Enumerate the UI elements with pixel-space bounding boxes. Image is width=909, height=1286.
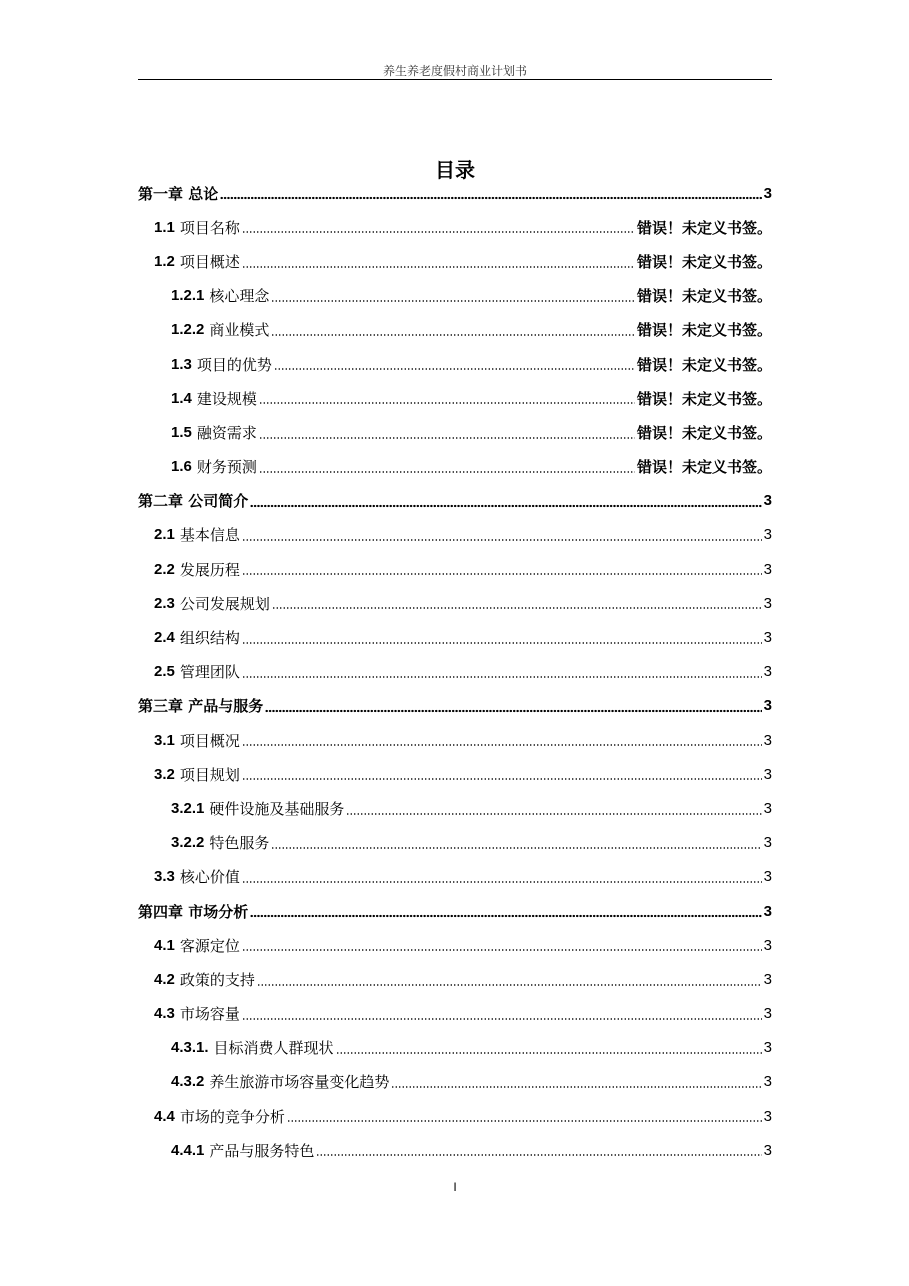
toc-entry-number: 3.2 — [154, 765, 175, 783]
toc-entry-label: 项目名称 — [179, 218, 240, 237]
toc-leader-dots — [287, 1119, 762, 1123]
toc-entry-label: 养生旅游市场容量变化趋势 — [209, 1073, 390, 1092]
toc-leader-dots — [265, 709, 761, 713]
toc-entry-number: 3.3 — [154, 868, 175, 886]
toc-entry-label: 商业模式 — [209, 321, 270, 340]
toc-entry-page: 错误！未定义书签。 — [636, 321, 772, 340]
toc-entry-page: 3 — [763, 731, 772, 749]
toc-entry-number: 1.6 — [171, 458, 192, 476]
toc-leader-dots — [346, 812, 761, 816]
toc-entry-label: 硬件设施及基础服务 — [209, 799, 345, 818]
toc-entry[interactable] — [138, 586, 772, 620]
toc-title: 目录 — [435, 158, 475, 182]
toc-entry-label: 第三章 产品与服务 — [138, 697, 264, 716]
toc-leader-dots — [316, 1153, 761, 1157]
toc-entry[interactable] — [138, 381, 772, 415]
toc-entry-page: 3 — [763, 936, 772, 954]
toc-entry-label: 管理团队 — [179, 663, 240, 682]
toc-entry[interactable] — [138, 484, 772, 518]
toc-entry-label: 客源定位 — [179, 936, 240, 955]
table-of-contents — [138, 176, 772, 1167]
toc-leader-dots — [271, 846, 761, 850]
toc-entry-label: 项目的优势 — [196, 355, 272, 374]
toc-entry-number: 1.3 — [171, 355, 192, 373]
toc-entry-label: 第二章 公司简介 — [138, 492, 249, 511]
header-divider — [138, 79, 772, 80]
toc-entry-label: 第四章 市场分析 — [138, 902, 249, 921]
toc-leader-dots — [242, 880, 762, 884]
toc-entry-label: 建设规模 — [196, 389, 257, 408]
toc-entry-label: 政策的支持 — [179, 970, 255, 989]
toc-leader-dots — [272, 606, 762, 610]
toc-entry-label: 基本信息 — [179, 526, 240, 545]
toc-entry[interactable] — [138, 997, 772, 1031]
toc-leader-dots — [259, 436, 635, 440]
toc-entry-number: 1.2.2 — [171, 321, 205, 339]
toc-entry-label: 市场容量 — [179, 1005, 240, 1024]
toc-leader-dots — [242, 265, 635, 269]
toc-entry-number: 2.2 — [154, 560, 175, 578]
toc-entry-number: 4.2 — [154, 970, 175, 988]
toc-entry-page: 3 — [763, 834, 772, 852]
toc-entry-number: 4.4 — [154, 1107, 175, 1125]
toc-leader-dots — [259, 470, 635, 474]
toc-entry-label: 项目概述 — [179, 252, 240, 271]
toc-entry-number: 4.3.2 — [171, 1073, 205, 1091]
toc-entry-page: 3 — [763, 902, 772, 920]
toc-entry-page: 3 — [763, 663, 772, 681]
toc-leader-dots — [336, 1051, 762, 1055]
toc-entry-number: 4.1 — [154, 936, 175, 954]
toc-entry[interactable] — [138, 791, 772, 825]
toc-leader-dots — [259, 401, 635, 405]
toc-entry-number: 1.2.1 — [171, 287, 205, 305]
toc-entry[interactable] — [138, 1065, 772, 1099]
toc-entry-page: 3 — [763, 1039, 772, 1057]
toc-entry-number: 2.1 — [154, 526, 175, 544]
toc-leader-dots — [242, 230, 635, 234]
toc-entry-number: 2.5 — [154, 663, 175, 681]
toc-entry-page: 3 — [763, 560, 772, 578]
toc-entry-number: 1.5 — [171, 423, 192, 441]
toc-entry-number: 4.4.1 — [171, 1141, 205, 1159]
page-number: I — [453, 1180, 457, 1194]
toc-entry[interactable] — [138, 757, 772, 791]
toc-entry-page: 错误！未定义书签。 — [636, 389, 772, 408]
toc-entry-page: 3 — [763, 868, 772, 886]
toc-entry-number: 4.3 — [154, 1005, 175, 1023]
toc-entry-label: 核心价值 — [179, 868, 240, 887]
toc-entry[interactable] — [138, 210, 772, 244]
toc-leader-dots — [242, 777, 762, 781]
toc-entry[interactable] — [138, 723, 772, 757]
toc-entry[interactable] — [138, 928, 772, 962]
toc-leader-dots — [242, 641, 762, 645]
toc-leader-dots — [242, 572, 762, 576]
toc-entry-label: 财务预测 — [196, 458, 257, 477]
toc-entry[interactable] — [138, 176, 772, 210]
toc-entry-page: 3 — [763, 526, 772, 544]
toc-entry-label: 融资需求 — [196, 423, 257, 442]
toc-entry-number: 1.2 — [154, 252, 175, 270]
toc-entry-page: 3 — [763, 629, 772, 647]
toc-entry[interactable] — [138, 1031, 772, 1065]
toc-entry[interactable] — [138, 450, 772, 484]
toc-leader-dots — [242, 743, 762, 747]
toc-entry-number: 2.4 — [154, 629, 175, 647]
toc-leader-dots — [242, 538, 762, 542]
toc-leader-dots — [271, 299, 635, 303]
toc-leader-dots — [257, 983, 762, 987]
toc-entry-page: 3 — [763, 184, 772, 202]
toc-entry-page: 错误！未定义书签。 — [636, 252, 772, 271]
toc-entry-number: 3.2.2 — [171, 834, 205, 852]
toc-entry-number: 1.1 — [154, 218, 175, 236]
toc-entry-number: 3.1 — [154, 731, 175, 749]
toc-entry-page: 3 — [763, 1073, 772, 1091]
toc-entry-label: 组织结构 — [179, 629, 240, 648]
toc-entry-label: 市场的竞争分析 — [179, 1107, 285, 1126]
toc-entry[interactable] — [138, 962, 772, 996]
toc-leader-dots — [250, 914, 761, 918]
toc-entry[interactable] — [138, 552, 772, 586]
toc-entry-label: 特色服务 — [209, 834, 270, 853]
toc-entry-number: 2.3 — [154, 594, 175, 612]
toc-leader-dots — [242, 1017, 762, 1021]
toc-entry-number: 1.4 — [171, 389, 192, 407]
toc-entry-page: 错误！未定义书签。 — [636, 458, 772, 477]
toc-entry-page: 错误！未定义书签。 — [636, 423, 772, 442]
toc-entry[interactable] — [138, 1099, 772, 1133]
toc-entry-page: 3 — [763, 1005, 772, 1023]
toc-entry-page: 3 — [763, 765, 772, 783]
toc-entry[interactable] — [138, 689, 772, 723]
toc-entry[interactable] — [138, 244, 772, 278]
toc-entry[interactable] — [138, 518, 772, 552]
toc-entry[interactable] — [138, 347, 772, 381]
toc-entry-page: 3 — [763, 697, 772, 715]
toc-entry[interactable] — [138, 860, 772, 894]
toc-entry[interactable] — [138, 415, 772, 449]
toc-entry-page: 错误！未定义书签。 — [636, 218, 772, 237]
toc-leader-dots — [242, 948, 762, 952]
toc-leader-dots — [271, 333, 635, 337]
toc-entry-number: 4.3.1. — [171, 1039, 209, 1057]
toc-entry-label: 产品与服务特色 — [209, 1141, 315, 1160]
toc-entry[interactable] — [138, 620, 772, 654]
toc-entry[interactable] — [138, 313, 772, 347]
page-header: 养生养老度假村商业计划书 — [382, 64, 527, 78]
toc-entry[interactable] — [138, 655, 772, 689]
toc-leader-dots — [274, 367, 635, 371]
toc-entry[interactable] — [138, 1133, 772, 1167]
toc-entry-number: 3.2.1 — [171, 799, 205, 817]
toc-entry[interactable] — [138, 826, 772, 860]
toc-entry-page: 3 — [763, 1107, 772, 1125]
toc-entry-page: 3 — [763, 799, 772, 817]
toc-leader-dots — [391, 1085, 761, 1089]
toc-entry[interactable] — [138, 279, 772, 313]
toc-entry[interactable] — [138, 894, 772, 928]
toc-entry-label: 公司发展规划 — [179, 594, 270, 613]
toc-entry-page: 错误！未定义书签。 — [636, 287, 772, 306]
toc-leader-dots — [242, 675, 762, 679]
toc-entry-label: 目标消费人群现状 — [213, 1039, 334, 1058]
toc-entry-page: 3 — [763, 970, 772, 988]
toc-entry-page: 3 — [763, 492, 772, 510]
toc-entry-label: 核心理念 — [209, 287, 270, 306]
toc-entry-label: 项目概况 — [179, 731, 240, 750]
toc-entry-label: 第一章 总论 — [138, 184, 219, 203]
toc-entry-label: 项目规划 — [179, 765, 240, 784]
toc-entry-page: 3 — [763, 594, 772, 612]
toc-entry-label: 发展历程 — [179, 560, 240, 579]
toc-leader-dots — [220, 196, 761, 200]
toc-entry-page: 3 — [763, 1141, 772, 1159]
toc-entry-page: 错误！未定义书签。 — [636, 355, 772, 374]
toc-leader-dots — [250, 504, 761, 508]
